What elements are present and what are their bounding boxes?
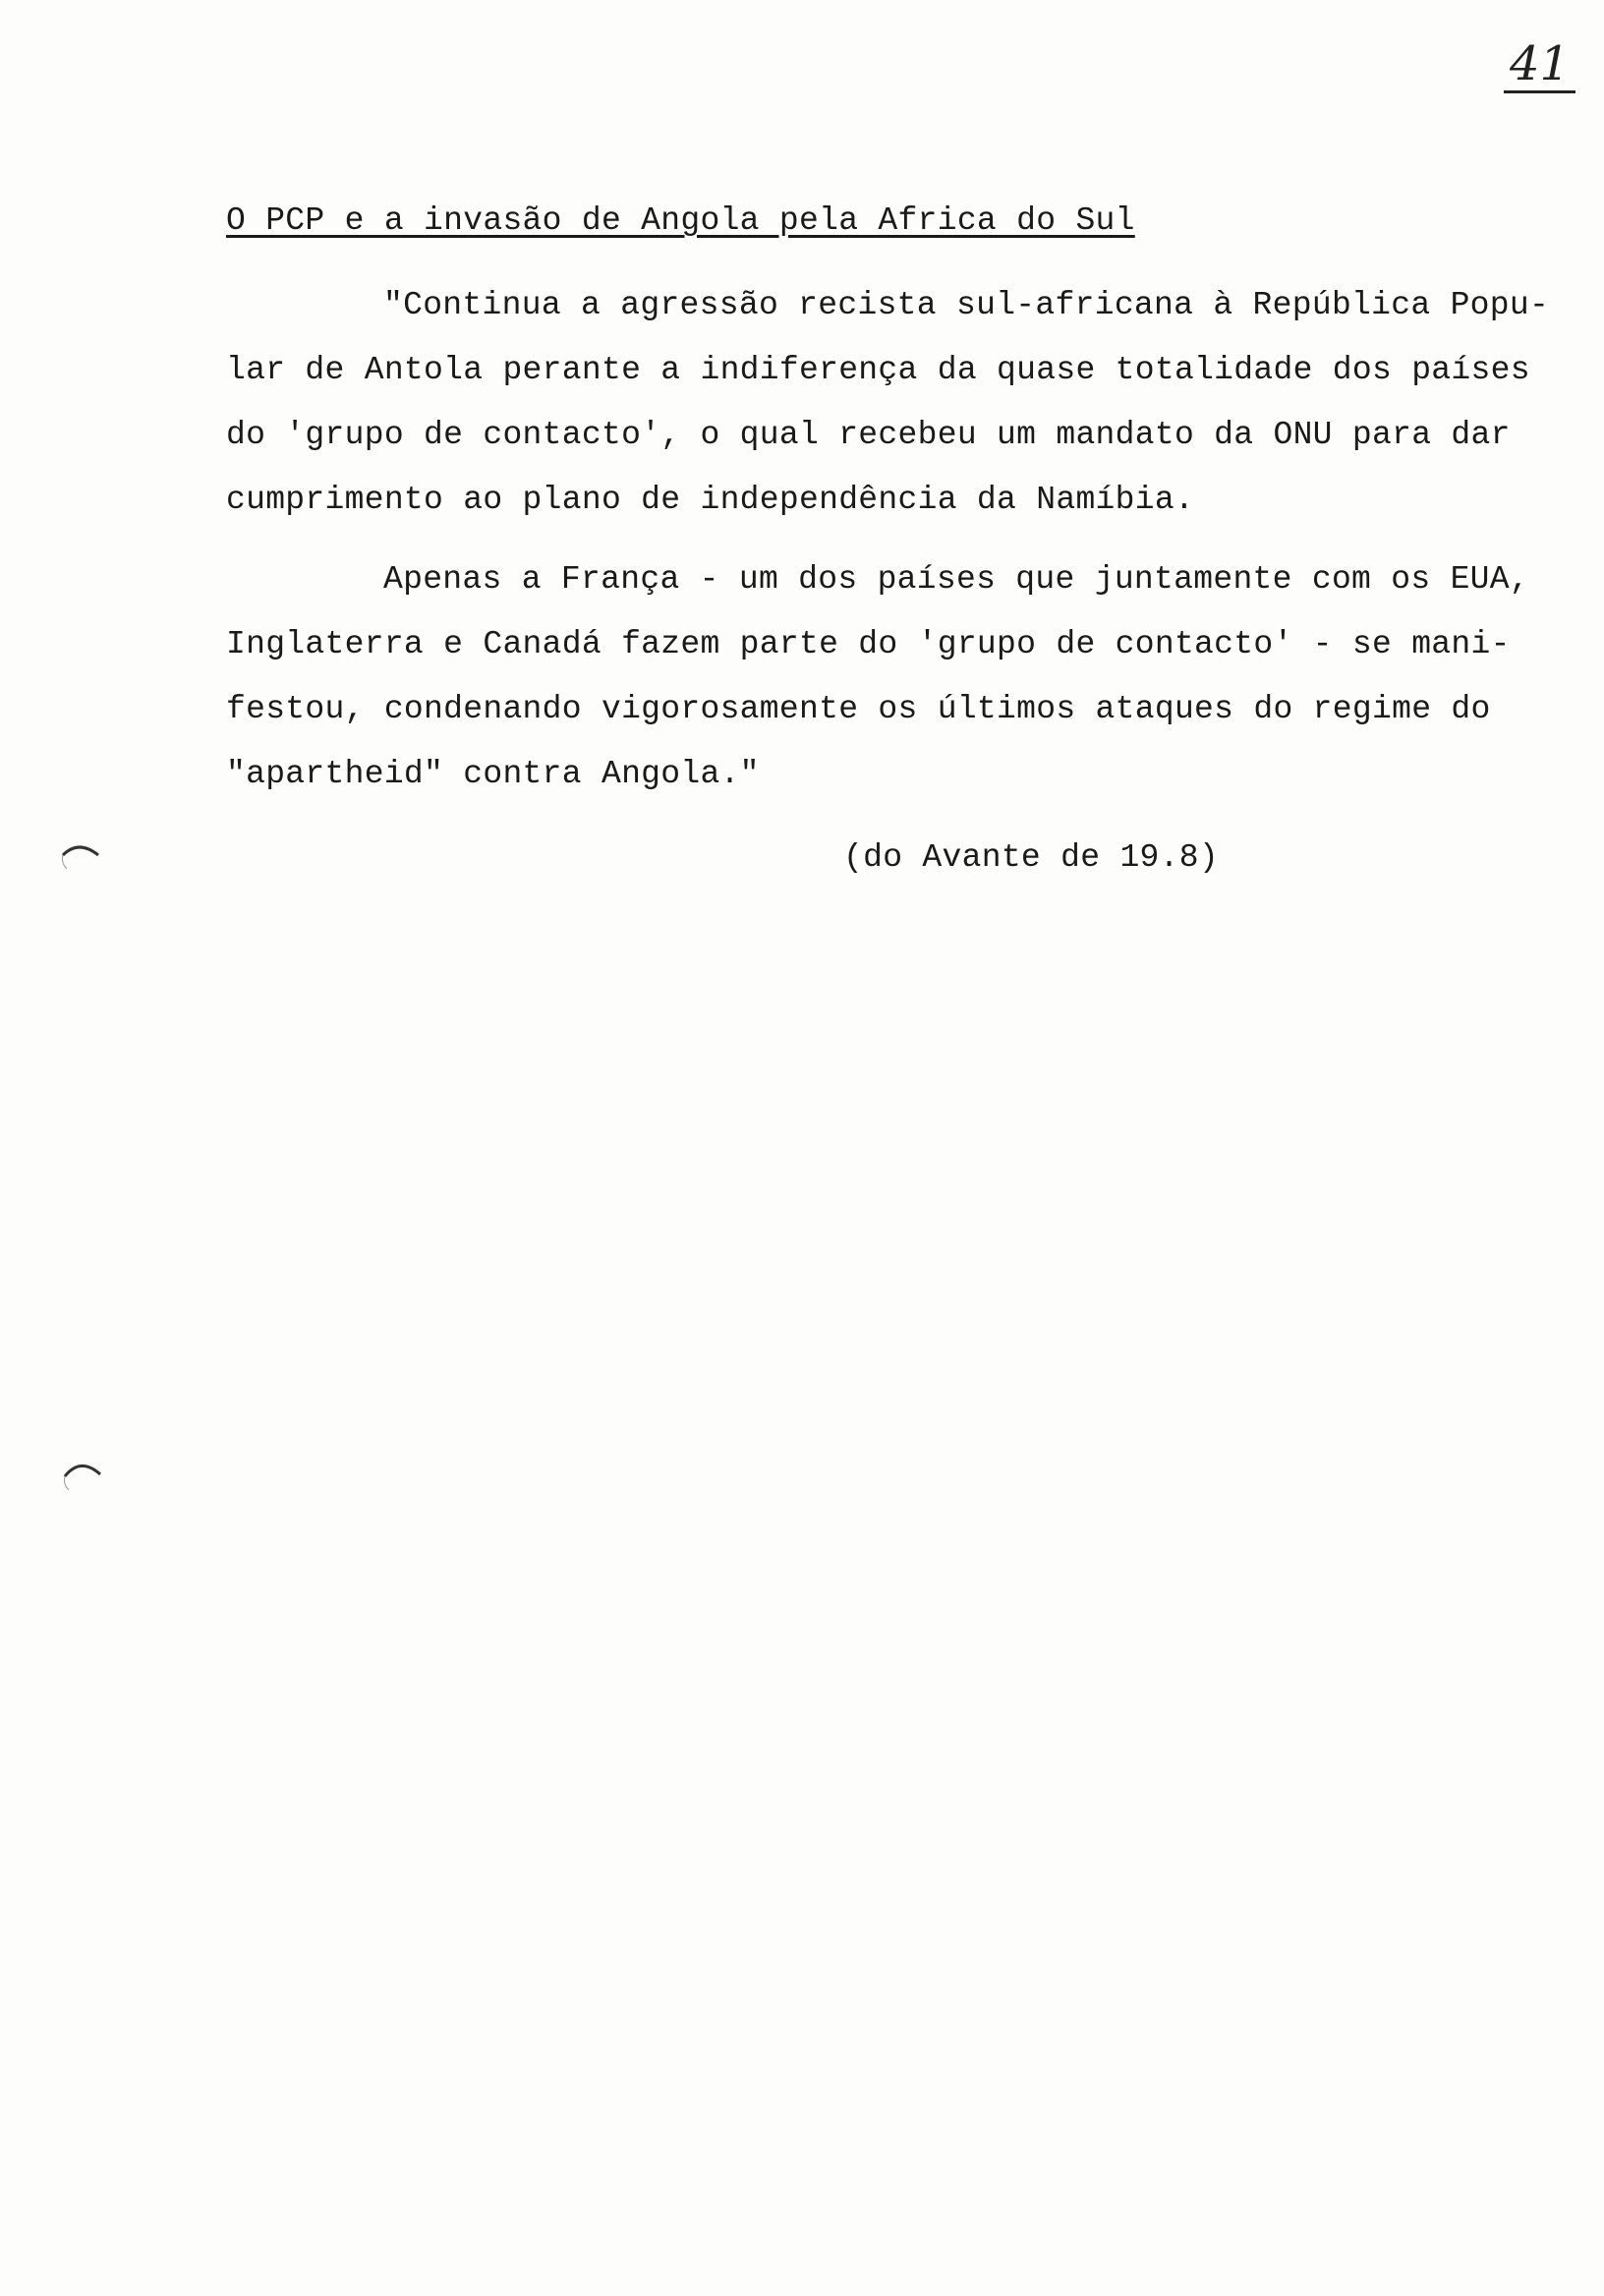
- paragraph-line: Inglaterra e Canadá fazem parte do 'grupo de contacto' - se mani-: [226, 626, 1511, 662]
- paragraph-line: "Continua a agressão recista sul-africana à República Popu-: [383, 287, 1550, 323]
- paragraph-line: "apartheid" contra Angola.": [226, 756, 760, 792]
- paragraph-line: festou, condenando vigorosamente os últimos ataques do regime do: [226, 691, 1491, 727]
- paragraph-2: [226, 547, 1529, 807]
- source-citation: (do Avante de 19.8): [843, 839, 1219, 876]
- paragraph-line: cumprimento ao plano de independência da Namíbia.: [226, 482, 1195, 518]
- paragraph-line: Apenas a França - um dos países que juntamente com os EUA,: [383, 561, 1529, 598]
- document-title: O PCP e a invasão de Angola pela Africa do Sul: [226, 202, 1135, 239]
- paragraph-line: lar de Antola perante a indiferença da quase totalidade dos países: [226, 352, 1530, 388]
- punch-hole-mark-icon: [61, 1451, 104, 1494]
- paragraph-1: [226, 273, 1550, 533]
- punch-hole-mark-icon: [59, 833, 102, 877]
- paragraph-line: do 'grupo de contacto', o qual recebeu um mandato da ONU para dar: [226, 417, 1511, 453]
- page-number: 41: [1504, 39, 1575, 93]
